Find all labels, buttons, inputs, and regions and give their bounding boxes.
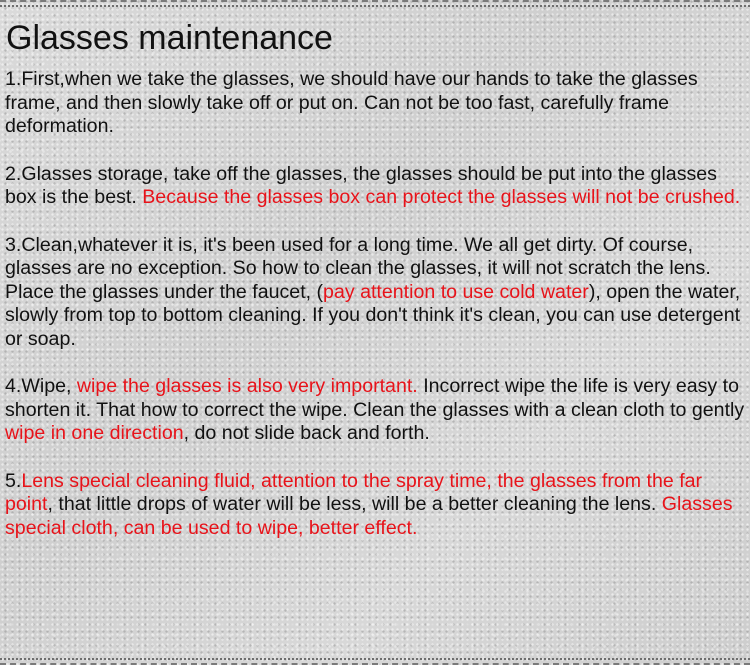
paragraph-cleaning-fluid <box>5 470 745 541</box>
paragraph-text: 1.First,when we take the glasses, we should have our hands to take the glasses frame, and then slowly take off or put on. Can not be too fast, carefully frame deformation. <box>5 68 698 137</box>
top-dotted-border <box>0 5 750 7</box>
bottom-dotted-border <box>0 658 750 660</box>
paragraph-text: , that little drops of water will be less, will be a better cleaning the lens. <box>47 493 662 515</box>
paragraph-text: , do not slide back and forth. <box>183 422 430 444</box>
paragraph-handling <box>5 68 745 139</box>
highlight-text: Lens special cleaning fluid, attention to the spray time, the glasses from the far point <box>5 469 703 515</box>
highlight-text: pay attention to use cold water <box>323 280 589 303</box>
highlight-text: Because the glasses box can protect the glasses will not be crushed. <box>142 186 741 208</box>
highlight-text: Glasses special cloth, can be used to wipe, better effect. <box>5 493 733 539</box>
paragraph-text: 5. <box>5 469 22 492</box>
content-body <box>5 68 745 564</box>
paragraph-clean <box>5 234 745 352</box>
paragraph-text: Incorrect wipe the life is very easy to shorten it. That how to correct the wipe. Clean the glasses with a clean cloth to gently <box>5 375 745 421</box>
paragraph-text: 4.Wipe, <box>5 375 77 397</box>
highlight-text: wipe in one direction <box>5 422 184 444</box>
paragraph-storage <box>5 163 745 210</box>
paragraph-wipe <box>5 375 745 446</box>
paragraph-text: 2.Glasses storage, take off the glasses, the glasses should be put into the glasses box is the best. <box>5 162 717 208</box>
paragraph-text: ), open the water, slowly from top to bottom cleaning. If you don't think it's clean, you can use detergent or soap. <box>5 280 741 350</box>
highlight-text: wipe the glasses is also very important. <box>76 375 418 397</box>
page-title: Glasses maintenance <box>6 19 333 57</box>
paragraph-text: 3.Clean,whatever it is, it's been used for a long time. We all get dirty. Of course, glasses are no exception. So how to clean the glasses, it will not scratch the lens. Place the glasses under the faucet, ( <box>5 233 711 303</box>
